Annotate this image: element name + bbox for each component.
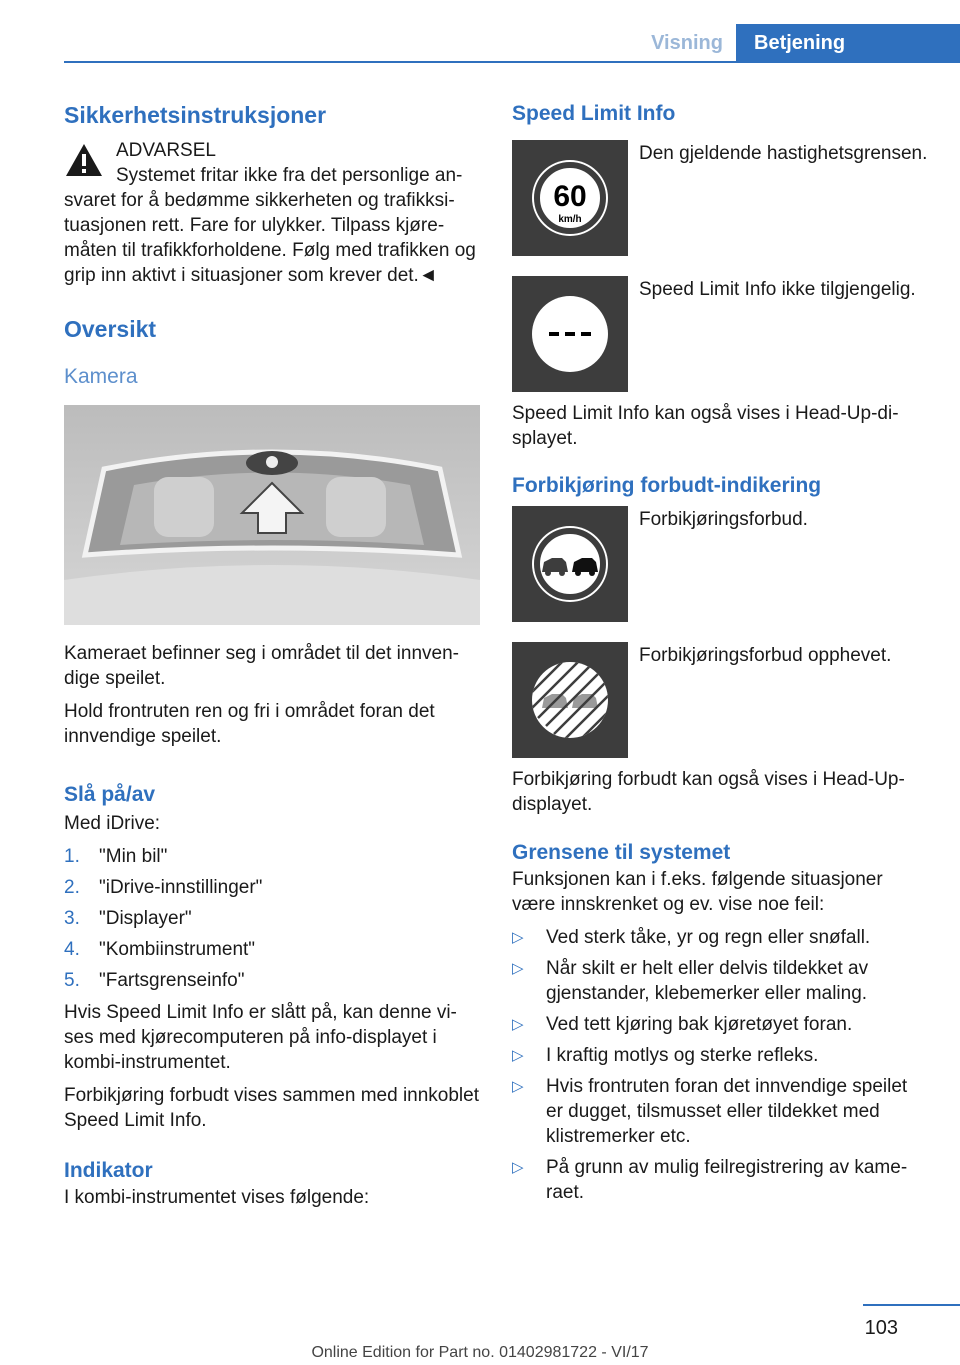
list-item: ▷ Ved tett kjøring bak kjøretøyet foran. xyxy=(512,1014,853,1035)
speed-unavailable-sign-image xyxy=(512,276,628,392)
overview-title: Oversikt xyxy=(64,316,157,342)
nopass-end-row xyxy=(512,642,928,758)
page-number: 103 xyxy=(864,1317,898,1339)
camera-title: Kamera xyxy=(64,365,138,388)
sign-speed-unit: km/h xyxy=(558,214,582,225)
camera-text-2: Hold frontruten ren og fri i området foran det innvendige speilet. xyxy=(64,701,435,747)
limits-list xyxy=(512,922,928,1208)
onoff-text-2: Forbikjøring forbudt vises sammen med innkoblet Speed Limit Info. xyxy=(64,1085,480,1131)
left-column xyxy=(64,100,480,1210)
right-column xyxy=(512,100,928,1208)
indicator-title: Indikator xyxy=(64,1159,153,1182)
tab-visning[interactable]: Visning xyxy=(651,31,723,54)
nopass-end-text: Forbikjøringsforbud opphevet. xyxy=(639,645,892,666)
nopass-hud-text: Forbikjøring forbudt kan også vises i Head-Up-displayet. xyxy=(512,769,905,815)
warning-label: ADVARSEL xyxy=(116,140,216,161)
warning-block xyxy=(64,138,480,288)
bullet-icon: ▷ xyxy=(512,929,524,946)
sign-speed-number: 60 xyxy=(553,180,587,213)
sign-na-row xyxy=(512,276,928,392)
warning-text: Systemet fritar ikke fra det personlige ansvaret for å bedømme sikkerheten og trafikksituasjonen rett. Fare for ulykker. Tilpass kjøremåten til trafikkforholdene. Følg med trafikken og grip inn aktivt i situasjoner som krever det.◄ xyxy=(64,165,476,286)
tab-betjening[interactable]: Betjening xyxy=(736,24,960,62)
safety-title: Sikkerhetsinstruksjoner xyxy=(64,102,327,128)
limits-title: Grensene til systemet xyxy=(512,841,731,864)
bullet-icon: ▷ xyxy=(512,1047,524,1064)
list-item: 1. "Min bil" xyxy=(64,846,168,867)
list-item: ▷ Hvis frontruten foran det innvendige speilet er dugget, tilsmusset eller tildekket med klistremerker etc. xyxy=(512,1076,908,1147)
bullet-icon: ▷ xyxy=(512,960,524,977)
onoff-title: Slå på/av xyxy=(64,783,156,806)
footer-edition: Online Edition for Part no. 01402981722 - VI/17 xyxy=(311,1344,649,1361)
sli-hud-text: Speed Limit Info kan også vises i Head-Up-displayet. xyxy=(512,403,899,449)
warning-icon xyxy=(64,142,104,178)
list-item: 3. "Displayer" xyxy=(64,908,192,929)
speed-60-sign-image xyxy=(512,140,628,256)
camera-text-1: Kameraet befinner seg i området til det innvendige speilet. xyxy=(64,643,459,689)
list-item: ▷ På grunn av mulig feilregistrering av kameraet. xyxy=(512,1157,908,1203)
indicator-text: I kombi-instrumentet vises følgende: xyxy=(64,1187,370,1208)
sign-60-text: Den gjeldende hastighetsgrensen. xyxy=(639,143,928,164)
no-passing-end-sign-image xyxy=(512,642,628,758)
header-rule xyxy=(64,61,960,63)
no-passing-sign-image xyxy=(512,506,628,622)
footer-rule xyxy=(863,1304,960,1306)
sign-na-text: Speed Limit Info ikke tilgjengelig. xyxy=(639,279,916,300)
list-item: ▷ Når skilt er helt eller delvis tildekket av gjenstander, klebemerker eller maling. xyxy=(512,958,869,1004)
list-item: 5. "Fartsgrenseinfo" xyxy=(64,970,245,991)
sign-60-row xyxy=(512,140,928,256)
limits-intro: Funksjonen kan i f.eks. følgende situasjoner være innskrenket og ev. vise noe feil: xyxy=(512,869,883,915)
list-item: 4. "Kombiinstrument" xyxy=(64,939,256,960)
nopass-title: Forbikjøring forbudt-indikering xyxy=(512,474,822,497)
list-item: 2. "iDrive-innstillinger" xyxy=(64,877,263,898)
list-item: ▷ Ved sterk tåke, yr og regn eller snøfall. xyxy=(512,927,871,948)
idrive-steps xyxy=(64,841,480,996)
header-tabs xyxy=(638,24,960,62)
bullet-icon: ▷ xyxy=(512,1078,524,1095)
list-item: ▷ I kraftig motlys og sterke refleks. xyxy=(512,1045,819,1066)
onoff-text-1: Hvis Speed Limit Info er slått på, kan denne vises med kjørecomputeren på info-displayet i kombi-instrumentet. xyxy=(64,1002,457,1073)
nopass-text: Forbikjøringsforbud. xyxy=(639,509,808,530)
bullet-icon: ▷ xyxy=(512,1016,524,1033)
camera-location-image xyxy=(64,405,480,625)
nopass-row xyxy=(512,506,928,622)
sli-title: Speed Limit Info xyxy=(512,102,676,125)
idrive-label: Med iDrive: xyxy=(64,813,161,834)
bullet-icon: ▷ xyxy=(512,1159,524,1176)
